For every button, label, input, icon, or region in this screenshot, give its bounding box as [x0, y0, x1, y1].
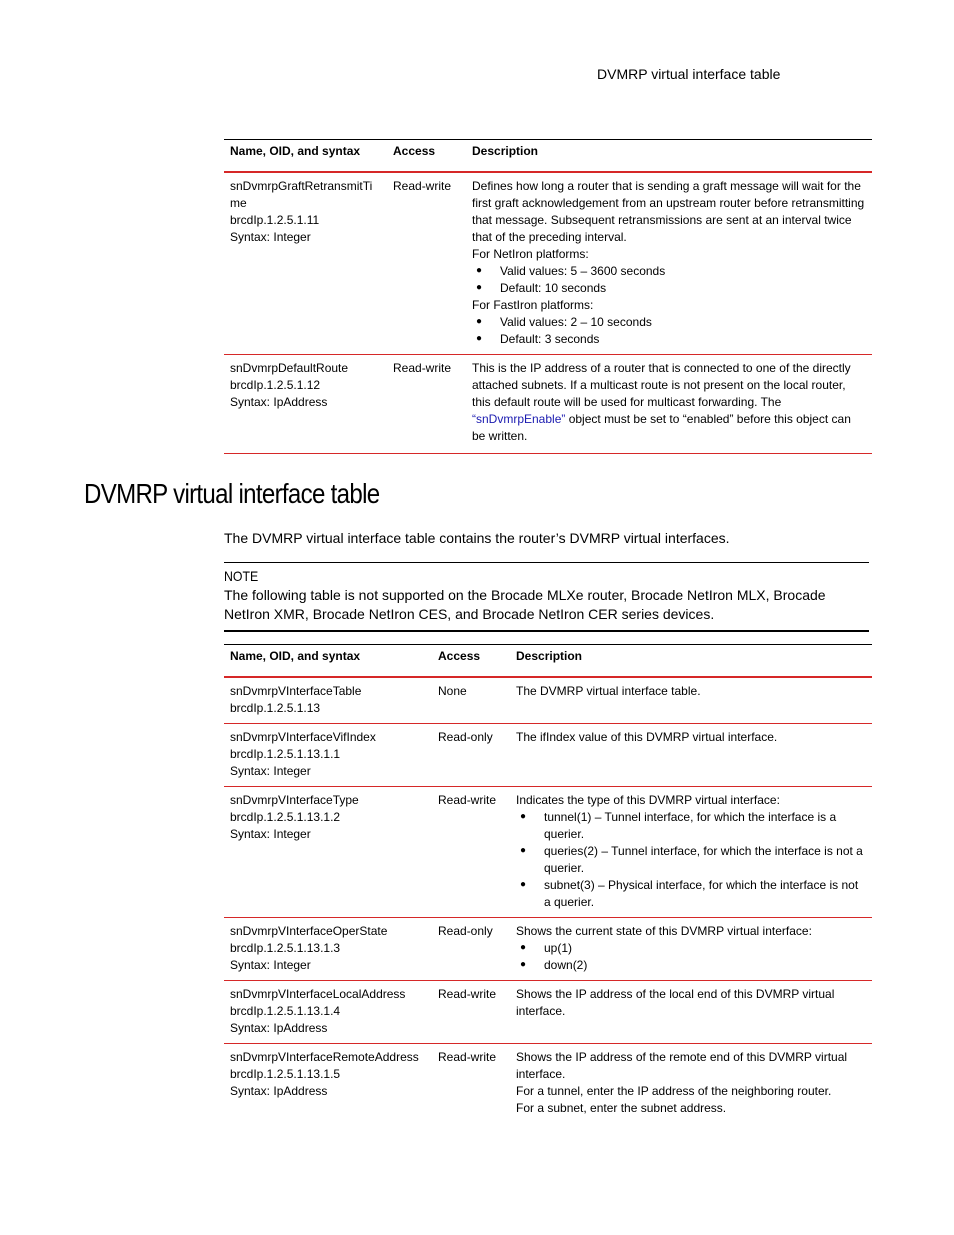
access-cell: Read-write [432, 787, 510, 918]
note-box [224, 562, 869, 632]
access-cell: Read-write [432, 981, 510, 1044]
description-cell: The ifIndex value of this DVMRP virtual interface. [510, 724, 872, 787]
object-syntax: Syntax: IpAddress [230, 395, 328, 409]
name-cell [224, 677, 432, 724]
object-oid: brcdIp.1.2.5.1.13.1.2 [230, 810, 341, 824]
description-cell: The DVMRP virtual interface table. [510, 677, 872, 724]
mib-table-virtual-interface [224, 644, 872, 1123]
table-row [224, 355, 872, 454]
name-cell [224, 787, 432, 918]
mib-table-graft-default [224, 139, 872, 454]
name-cell [224, 724, 432, 787]
object-syntax: Syntax: Integer [230, 764, 311, 778]
object-oid: brcdIp.1.2.5.1.11 [230, 213, 320, 227]
list-item: ● Valid values: 2 – 10 seconds [472, 314, 866, 331]
subnet-note: For a subnet, enter the subnet address. [516, 1101, 727, 1115]
sndvmrpenable-link[interactable]: “snDvmrpEnable” [472, 412, 566, 426]
object-name: snDvmrpGraftRetransmitTi me [230, 179, 373, 210]
access-cell: Read-write [387, 355, 466, 454]
object-oid: brcdIp.1.2.5.1.12 [230, 378, 321, 392]
note-label: NOTE [224, 568, 259, 584]
column-header-name: Name, OID, and syntax [224, 645, 432, 678]
name-cell [224, 981, 432, 1044]
fastiron-list [472, 314, 866, 348]
column-header-description: Description [466, 140, 872, 173]
netiron-list [472, 263, 866, 297]
name-cell [224, 172, 387, 355]
object-name: snDvmrpVInterfaceLocalAddress [230, 987, 406, 1001]
list-item: ● subnet(3) – Physical interface, for which the interface is not a querier. [516, 877, 866, 911]
list-item: ● queries(2) – Tunnel interface, for which the interface is not a querier. [516, 843, 866, 877]
list-item: ● down(2) [516, 957, 866, 974]
object-name: snDvmrpDefaultRoute [230, 361, 349, 375]
list-item: ● Default: 10 seconds [472, 280, 866, 297]
note-text: The following table is not supported on the Brocade MLXe router, Brocade NetIron MLX, Brocade NetIron XMR, Brocade NetIron CES, and Brocade NetIron CER series devices. [224, 587, 826, 622]
description-cell [510, 918, 872, 981]
object-oid: brcdIp.1.2.5.1.13.1.3 [230, 941, 341, 955]
description-cell [466, 172, 872, 355]
object-name: snDvmrpVInterfaceOperState [230, 924, 388, 938]
description-text: Shows the IP address of the remote end of this DVMRP virtual interface. [516, 1050, 848, 1081]
column-header-description: Description [510, 645, 872, 678]
description-text-tail: object must be set to “enabled” before this object can be written. [472, 412, 851, 443]
list-item: ● tunnel(1) – Tunnel interface, for which the interface is a querier. [516, 809, 866, 843]
table-row [224, 172, 872, 355]
table-row [224, 1044, 872, 1124]
list-item: ● Default: 3 seconds [472, 331, 866, 348]
table-row [224, 787, 872, 918]
interface-type-list [516, 809, 866, 911]
name-cell [224, 1044, 432, 1124]
object-oid: brcdIp.1.2.5.1.13.1.4 [230, 1004, 341, 1018]
access-cell: Read-write [387, 172, 466, 355]
netiron-label: For NetIron platforms: [472, 247, 589, 261]
object-name: snDvmrpVInterfaceType [230, 793, 359, 807]
table-row [224, 677, 872, 724]
description-text: This is the IP address of a router that is connected to one of the directly attached subnets. If a multicast route is not present on the local router, this default route will be used for multicast forwarding. The [472, 361, 851, 409]
object-syntax: Syntax: Integer [230, 958, 311, 972]
section-title: DVMRP virtual interface table [84, 478, 380, 509]
running-header: DVMRP virtual interface table [597, 66, 781, 82]
object-name: snDvmrpVInterfaceRemoteAddress [230, 1050, 419, 1064]
column-header-access: Access [432, 645, 510, 678]
name-cell [224, 918, 432, 981]
column-header-name: Name, OID, and syntax [224, 140, 387, 173]
object-syntax: Syntax: Integer [230, 230, 311, 244]
description-cell: Shows the IP address of the local end of this DVMRP virtual interface. [510, 981, 872, 1044]
object-syntax: Syntax: Integer [230, 827, 311, 841]
table-row [224, 724, 872, 787]
object-name: snDvmrpVInterfaceVifIndex [230, 730, 376, 744]
access-cell: None [432, 677, 510, 724]
description-text: Shows the current state of this DVMRP virtual interface: [516, 924, 812, 938]
oper-state-list [516, 940, 866, 974]
name-cell [224, 355, 387, 454]
object-oid: brcdIp.1.2.5.1.13 [230, 701, 321, 715]
table-header-row [224, 140, 872, 173]
access-cell: Read-only [432, 724, 510, 787]
description-cell [510, 1044, 872, 1124]
table-row [224, 918, 872, 981]
table-header-row [224, 645, 872, 678]
description-text: Defines how long a router that is sending a graft message will wait for the first graft acknowledgement from an upstream router before retransmitting that message. Subsequent retransmissions are sent at an interval twice that of the preceding interval. [472, 179, 865, 244]
table-row [224, 981, 872, 1044]
access-cell: Read-write [438, 1050, 497, 1064]
object-oid: brcdIp.1.2.5.1.13.1.1 [230, 747, 341, 761]
list-item: ● Valid values: 5 – 3600 seconds [472, 263, 866, 280]
description-text: Indicates the type of this DVMRP virtual interface: [516, 793, 780, 807]
fastiron-label: For FastIron platforms: [472, 298, 594, 312]
object-syntax: Syntax: IpAddress [230, 1021, 328, 1035]
list-item: ● up(1) [516, 940, 866, 957]
description-cell [466, 355, 872, 454]
access-cell: Read-only [432, 918, 510, 981]
object-name: snDvmrpVInterfaceTable [230, 684, 362, 698]
column-header-access: Access [387, 140, 466, 173]
tunnel-note: For a tunnel, enter the IP address of the neighboring router. [516, 1084, 832, 1098]
object-oid: brcdIp.1.2.5.1.13.1.5 [230, 1067, 341, 1081]
section-intro: The DVMRP virtual interface table contains the router’s DVMRP virtual interfaces. [224, 530, 730, 546]
object-syntax: Syntax: IpAddress [230, 1084, 328, 1098]
description-cell [510, 787, 872, 918]
